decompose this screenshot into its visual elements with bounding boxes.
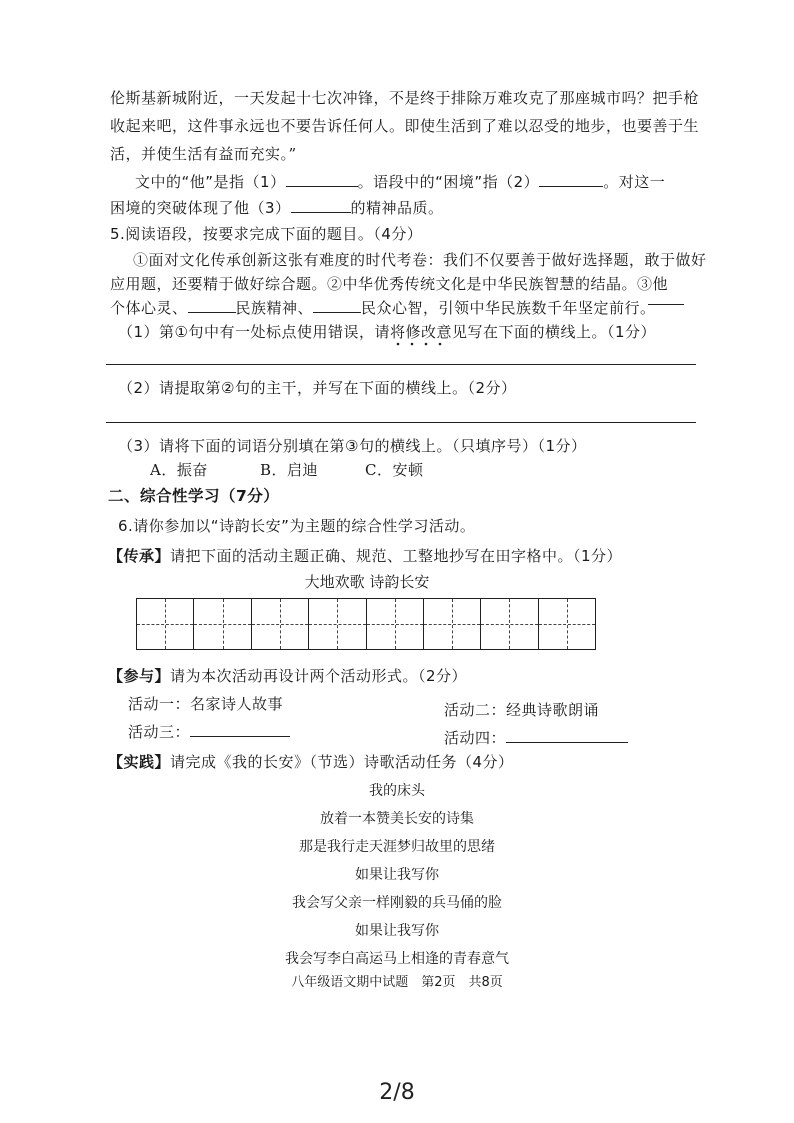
activity-4-blank[interactable] (506, 728, 628, 743)
poem-line-4: 如果让我写你 (355, 867, 439, 883)
grid-cell[interactable] (194, 599, 251, 649)
poem-line-5: 我会写父亲一样刚毅的兵马俑的脸 (292, 895, 502, 911)
poem-line-3: 那是我行走天涯梦归故里的思绪 (299, 839, 495, 855)
answer-line-1[interactable] (106, 364, 696, 365)
q4-blank-2[interactable] (539, 172, 603, 187)
q5-para-3c: 民众心智，引领中华民族数千年坚定前行。 (361, 299, 656, 317)
grid-cell[interactable] (539, 599, 595, 649)
canyu-tag: 【参与】 (108, 667, 171, 685)
page-footer: 八年级语文期中试题 第2页 共8页 (291, 975, 503, 990)
q4-blank-1[interactable] (286, 172, 358, 187)
q4-text-a: 文中的“他”是指（1） (135, 173, 286, 191)
poem-line-2: 放着一本赞美长安的诗集 (320, 811, 474, 827)
q4-text-c: 。对这一 (603, 173, 666, 191)
shijian-text: 请完成《我的长安》（节选）诗歌活动任务（4分） (170, 753, 514, 771)
shijian-line (108, 752, 514, 772)
canyu-line (108, 666, 467, 686)
activity-2: 活动二：经典诗歌朗诵 (444, 701, 600, 719)
q5-sub-2: （2）请提取第②句的主干，并写在下面的横线上。（2分） (118, 379, 517, 397)
grid-cell[interactable] (309, 599, 366, 649)
poem-line-1: 我的床头 (369, 783, 425, 799)
activity-4-line (444, 728, 628, 748)
grid-cell[interactable] (481, 599, 538, 649)
passage-line-1: 伦斯基新城附近，一天发起十七次冲锋，不是终于排除万难攻克了那座城市吗？把手枪 (110, 89, 700, 107)
activity-3-line (128, 722, 290, 742)
q5-para-line-2: 应用题，还要精于做好综合题。②中华优秀传统文化是中华民族智慧的结晶。③他 (110, 275, 669, 293)
section-2-heading: 二、综合性学习（7分） (108, 487, 280, 505)
q4-text-d: 困境的突破体现了他（3） (110, 199, 291, 217)
canyu-text: 请为本次活动再设计两个活动形式。（2分） (170, 667, 468, 685)
grid-cell[interactable] (252, 599, 309, 649)
answer-line-2[interactable] (106, 422, 696, 423)
poem-line-7: 我会写李白高运马上相逢的青春意气 (285, 951, 509, 967)
grid-cell[interactable] (424, 599, 481, 649)
q4-line-2 (110, 198, 444, 218)
q4-text-b: 。语段中的“困境”指（2） (357, 173, 540, 191)
q4-text-e: 的精神品质。 (350, 199, 444, 217)
q5-title: 5.阅读语段，按要求完成下面的题目。（4分） (110, 225, 423, 243)
activity-1: 活动一：名家诗人故事 (128, 695, 284, 713)
q5-blank-1[interactable] (188, 298, 236, 313)
option-b: B．启迪 (260, 461, 319, 479)
page-indicator: 2/8 (379, 1080, 415, 1105)
emphasis-dots (394, 341, 454, 347)
chuancheng-text: 请把下面的活动主题正确、规范、工整地抄写在田字格中。（1分） (170, 547, 623, 565)
q5-blank-2[interactable] (313, 298, 361, 313)
activity-3-blank[interactable] (190, 722, 290, 737)
q4-line-1 (135, 172, 665, 192)
passage-line-3: 活，并使生活有益而充实。” (110, 145, 297, 163)
grid-cell[interactable] (137, 599, 194, 649)
theme-text: 大地欢歌 诗韵长安 (304, 573, 430, 591)
q5-sub-1: （1）第①句中有一处标点使用错误，请将修改意见写在下面的横线上。（1分） (118, 323, 657, 341)
chuancheng-tag: 【传承】 (108, 547, 171, 565)
option-c: C．安顿 (365, 461, 424, 479)
q5-para-3a: 个体心灵、 (110, 299, 188, 317)
activity-4-label: 活动四： (444, 729, 507, 747)
activity-3-label: 活动三： (128, 723, 191, 741)
q6-text: 6.请你参加以“诗韵长安”为主题的综合性学习活动。 (118, 517, 476, 535)
q4-blank-3[interactable] (291, 198, 351, 213)
option-a: A．振奋 (150, 461, 208, 479)
passage-line-2: 收起来吧，这件事永远也不要告诉任何人。即使生活到了难以忍受的地步，也要善于生 (110, 117, 700, 135)
poem-line-6: 如果让我写你 (355, 923, 439, 939)
q5-para-3b: 民族精神、 (235, 299, 314, 317)
q5-sub-3: （3）请将下面的词语分别填在第③句的横线上。（只填序号）（1分） (118, 437, 587, 455)
shijian-tag: 【实践】 (108, 753, 171, 771)
chuancheng-line (108, 546, 622, 566)
grid-cell[interactable] (367, 599, 424, 649)
tianzige-grid[interactable] (136, 598, 596, 650)
q5-para-line-1: ①面对文化传承创新这张有难度的时代考卷：我们不仅要善于做好选择题，敢于做好 (133, 251, 707, 269)
q5-para-line-3 (110, 298, 656, 318)
